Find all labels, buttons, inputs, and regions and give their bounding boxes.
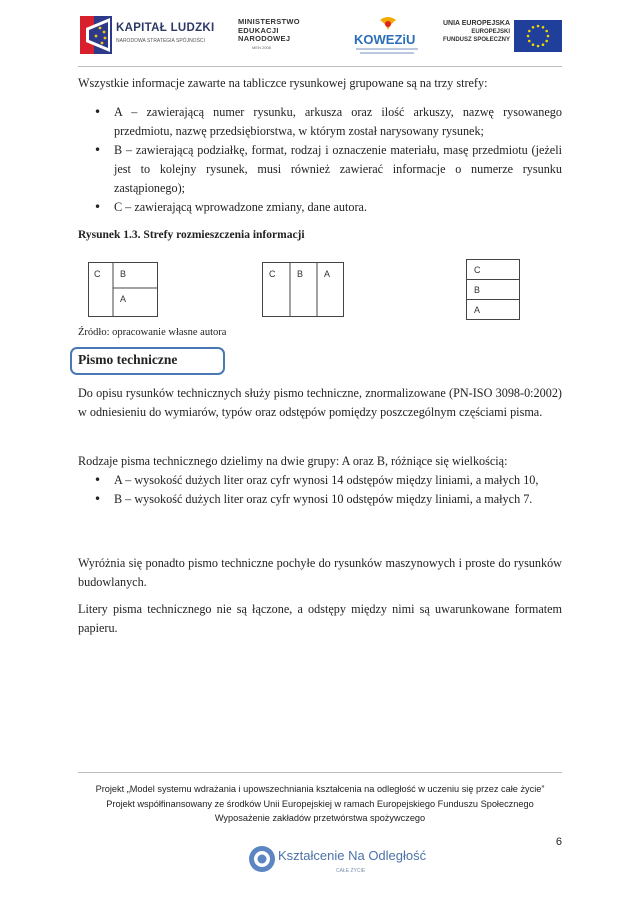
list-item: • A – zawierającą numer rysunku, arkusza oraz ilość arkuszy, nazwę rysowanego przedmiotu, nazwę przedsiębiorstwa, w którym został narysowany rysunek; [78,103,562,141]
koweziu-logo [350,14,426,58]
ue-line-3: FUNDUSZ SPOŁECZNY [442,37,510,43]
diagram2-label-a: A [324,269,331,279]
list-item: • B – zawierającą podziałkę, format, rodzaj i oznaczenie materiału, masę przedmiotu (jeżeli jest to kolejny rysunek, musi również zawierać informacje o numerze rysunku zastąpionego); [78,141,562,198]
koweziu-emblem-icon [350,14,426,58]
page-number: 6 [555,836,562,848]
kno-logo-title: Kształcenie Na Odległość [278,848,427,863]
intro-paragraph: Wszystkie informacje zawarte na tabliczce rysunkowej grupowane są na trzy strefy: [78,76,488,90]
unia-europejska-logo [442,18,562,54]
zones-diagram-3 [466,259,522,326]
kapital-ludzki-logo [80,16,215,56]
diagram3-label-c: C [474,265,481,275]
paragraph-1: Do opisu rysunków technicznych służy pismo techniczne, znormalizowane (PN-ISO 3098-0:2002) w odniesieniu do wymiarów, typów oraz odstępów pomiędzy poszczególnym częściami pisma. [78,386,562,419]
list-item: • B – wysokość dużych liter oraz cyfr wynosi 10 odstępów między liniami, a małych 7. [78,490,562,509]
size-list [78,471,562,509]
diagram1-label-a: A [120,294,127,304]
ue-line-1: UNIA EUROPEJSKA [442,20,510,27]
koweziu-name: KOWEZiU [354,32,416,47]
men-line-1: MINISTERSTWO [238,17,300,26]
ksztalcenie-na-odleglosc-logo [248,842,427,882]
zones-diagram-2 [262,262,346,323]
paragraph-2: Rodzaje pisma technicznego dzielimy na dwie grupy: A oraz B, różniące się wielkością: [78,454,508,468]
kapital-ludzki-title: KAPITAŁ LUDZKI [116,22,215,34]
men-small-text: MEN 2008 [252,44,271,50]
men-line-2: EDUKACJI [238,25,279,35]
footer-title-line: Wyposażenie zakładów przetwórstwa spożywczego [214,813,426,823]
zones-list [78,103,562,217]
paragraph-4: Litery pisma technicznego nie są łączone, a odstępy między nimi są uwarunkowane formatem papieru. [78,602,562,635]
section-heading: Pismo techniczne [78,352,178,367]
ue-line-2: EUROPEJSKI [471,29,510,35]
men-line-3: NARODOWEJ [238,34,291,43]
diagram3-label-b: B [474,285,481,295]
diagram1-label-c: C [94,269,101,279]
header-divider [78,66,562,67]
zones-diagram-1 [88,262,160,323]
paragraph-3: Wyróżnia się ponadto pismo techniczne pochyłe do rysunków maszynowych i proste do rysunków budowlanych. [78,556,562,589]
ministerstwo-edukacji-logo [238,18,328,60]
diagram2-label-c: C [269,269,276,279]
kapital-ludzki-subtitle: NARODOWA STRATEGIA SPÓJNOŚCI [116,38,205,44]
kno-logo-subtitle: CAŁE ŻYCIE [336,868,366,874]
diagram1-label-b: B [120,269,127,279]
figure-caption: Rysunek 1.3. Strefy rozmieszczenia informacji [78,229,305,241]
diagram3-label-a: A [474,305,481,315]
footer-project-line: Projekt „Model systemu wdrażania i upowszechniania kształcenia na odległość w uczeniu się przez całe życie” [95,784,545,794]
kapital-ludzki-flag-icon [80,16,112,54]
list-item: • C – zawierającą wprowadzone zmiany, dane autora. [78,198,562,217]
eu-flag-icon [514,20,562,52]
figure-source: Źródło: opracowanie własne autora [78,327,227,338]
diagram2-label-b: B [297,269,304,279]
footer-divider [78,772,562,773]
kno-emblem-icon [248,844,276,874]
list-item: • A – wysokość dużych liter oraz cyfr wynosi 14 odstępów między liniami, a małych 10, [78,471,562,490]
footer-funding-line: Projekt współfinansowany ze środków Unii Europejskiej w ramach Europejskiego Funduszu Społecznego [106,799,534,809]
